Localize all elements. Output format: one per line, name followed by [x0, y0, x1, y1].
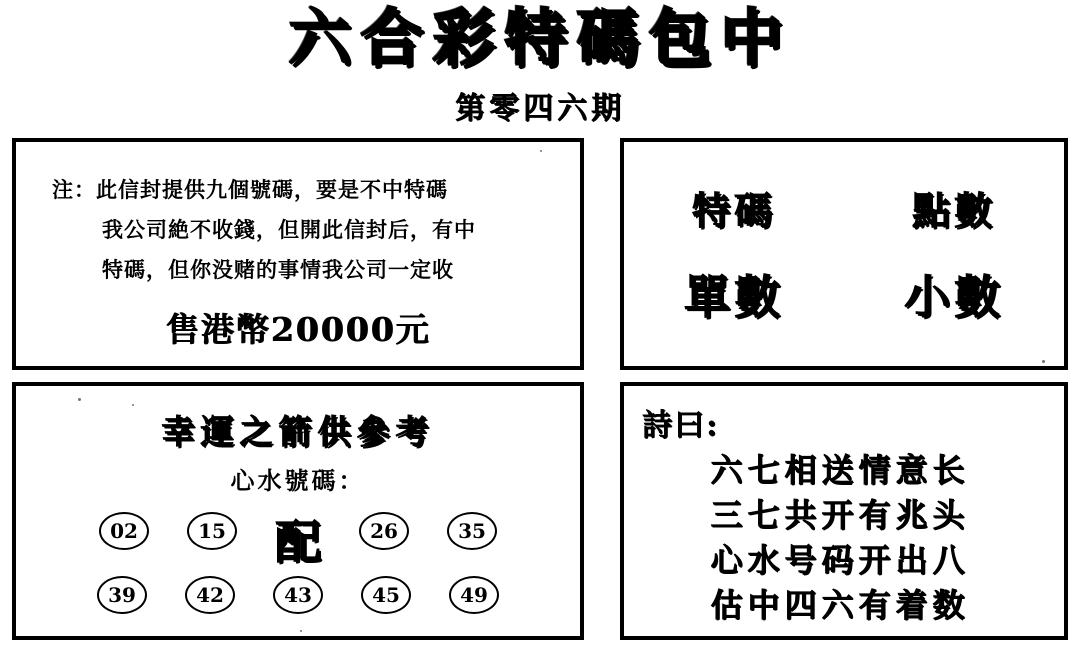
price-text: 售港幣20000元	[165, 310, 431, 349]
scan-speck	[132, 404, 134, 406]
scan-speck	[78, 398, 81, 401]
lucky-subheading: 心水號碼：	[230, 466, 366, 495]
page-title: 六合彩特碼包中	[287, 1, 792, 74]
poem-line: 估中四六有着数	[710, 586, 970, 624]
issue-number: 第零四六期	[455, 91, 625, 126]
lucky-number[interactable]: 15	[187, 512, 237, 550]
poem-line: 心水号码开出八	[710, 541, 970, 579]
lucky-number[interactable]: 45	[361, 576, 411, 614]
note-line: 注：此信封提供九個號碼，要是不中特碼	[52, 177, 448, 202]
lucky-heading: 幸運之箭供參考	[161, 412, 435, 451]
lucky-number[interactable]: 35	[447, 512, 497, 550]
attribute-odd: 單數	[684, 270, 784, 324]
lucky-number[interactable]: 02	[99, 512, 149, 550]
lucky-number[interactable]: 42	[185, 576, 235, 614]
lucky-number[interactable]: 39	[97, 576, 147, 614]
note-text	[16, 170, 580, 290]
scan-speck	[540, 150, 542, 152]
poem-lines	[624, 448, 1064, 628]
note-box	[12, 138, 584, 370]
lucky-number[interactable]: 26	[359, 512, 409, 550]
lucky-number-row-2	[16, 576, 580, 614]
attribute-special-code: 特碼	[691, 188, 776, 233]
attributes-grid	[624, 180, 1064, 327]
poem-label: 詩曰:	[642, 408, 720, 443]
attribute-points: 點數	[911, 188, 996, 233]
lucky-number[interactable]: 49	[449, 576, 499, 614]
attribute-small: 小數	[904, 270, 1004, 324]
note-line: 特碼，但你没赌的事情我公司一定收	[102, 257, 454, 282]
lucky-number[interactable]: 43	[273, 576, 323, 614]
lucky-numbers-box	[12, 382, 584, 640]
poem-line: 六七相送情意长	[710, 451, 970, 489]
attributes-box	[620, 138, 1068, 370]
poem-box	[620, 382, 1068, 640]
scan-speck	[300, 630, 302, 632]
poem-line: 三七共开有兆头	[710, 496, 970, 534]
note-line: 我公司絶不收錢，但開此信封后，有中	[102, 217, 476, 242]
center-character: 配	[275, 515, 321, 569]
scan-speck	[1042, 360, 1045, 363]
